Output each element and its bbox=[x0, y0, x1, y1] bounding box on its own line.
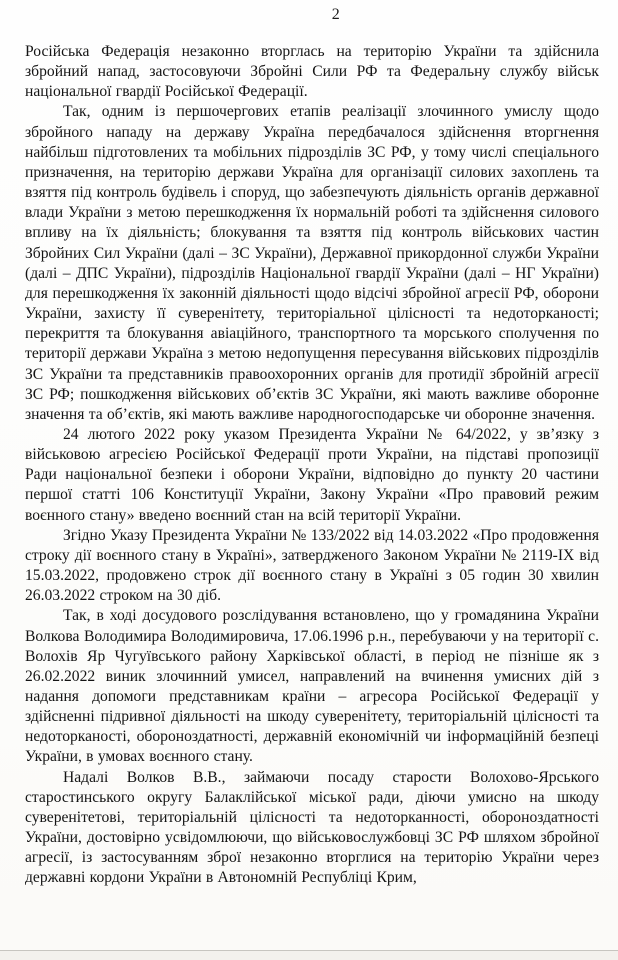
paragraph: Згідно Указу Президента України № 133/2022 від 14.03.2022 «Про продовження строку дії воєнного стану в Україні», затвердженого Законом України № 2119-IX від 15.03.2022, продовжено строк дії воєнного стану в Україні з 05 годин 30 хвилин 26.03.2022 строком на 30 діб. bbox=[25, 526, 599, 605]
paragraph: Надалі Волков В.В., займаючи посаду старости Волохово-Ярського старостинського округу Балаклійської міської ради, діючи умисно на шкоду суверенітетові, територіальній цілісності та недоторканності, обороноздатності України, достовірно усвідомлюючи, що військовослужбовці ЗС РФ шляхом збройної агресії, із застосуванням зброї незаконно вторглися на територію України через державні кордони України в Автономній Республіці Крим, bbox=[25, 768, 599, 887]
paragraph: 24 лютого 2022 року указом Президента України № 64/2022, у зв’язку з військовою агресією Російської Федерації проти України, на підставі пропозиції Ради національної безпеки і оборони України, відповідно до пункту 20 частини першої статті 106 Конституції України, Закону України «Про правовий режим воєнного стану» введено воєнний стан на всій території України. bbox=[25, 425, 599, 524]
paragraph: Так, одним із першочергових етапів реалізації злочинного умислу щодо збройного нападу на державу Україна передбачалося здійснення вторгнення найбільш підготовлених та мобільних підрозділів ЗС РФ, у тому числі спеціального призначення, на територію держави Україна для організації силових захоплень та взяття під контроль будівель і споруд, що забезпечують діяльність органів державної влади України з метою перешкодження їх нормальній роботі та здійснення силового впливу на їх діяльність; блокування та взяття під контроль військових частин Збройних Сил України (далі – ЗС України), Державної прикордонної служби України (далі – ДПС України), підрозділів Національної гвардії України (далі – НГ України) для перешкодження їх законній діяльності щодо відсічі збройної агресії РФ, оборони України, захисту її суверенітету, територіальної цілісності та недоторканості; перекриття та блокування авіаційного, транспортного та морського сполучення по території держави Україна з метою недопущення пересування військових підрозділів ЗС України та представників правоохоронних органів для протидії збройній агресії ЗС РФ; пошкодження військових об’єктів ЗС України, які мають важливе оборонне значення та об’єктів, які мають важливе народногосподарське чи оборонне значення. bbox=[25, 103, 599, 423]
scan-bottom-edge bbox=[0, 950, 618, 960]
page-number: 2 bbox=[331, 6, 341, 23]
paragraph-continuation: Російська Федерація незаконно вторглась на територію України та здійснила збройний напад, застосовуючи Збройні Сили РФ та Федеральну службу військ національної гвардії Російської Федерації. bbox=[25, 43, 599, 101]
paragraph: Так, в ході досудового розслідування встановлено, що у громадянина України Волкова Володимира Володимировича, 17.06.1996 р.н., перебуваючи у на території с. Волохів Яр Чугуївського району Харківської області, в період не пізніше як з 26.02.2022 виник злочинний умисел, направлений на вчинення умисних дій з надання допомоги представникам країни – агресора Російської Федерації у здійсненні підривної діяльності на шкоду суверенітету, територіальній цілісності та недоторканості, обороноздатності, державній економічній чи інформаційній безпеці України, в умовах воєнного стану. bbox=[25, 607, 599, 766]
document-body bbox=[25, 42, 599, 889]
